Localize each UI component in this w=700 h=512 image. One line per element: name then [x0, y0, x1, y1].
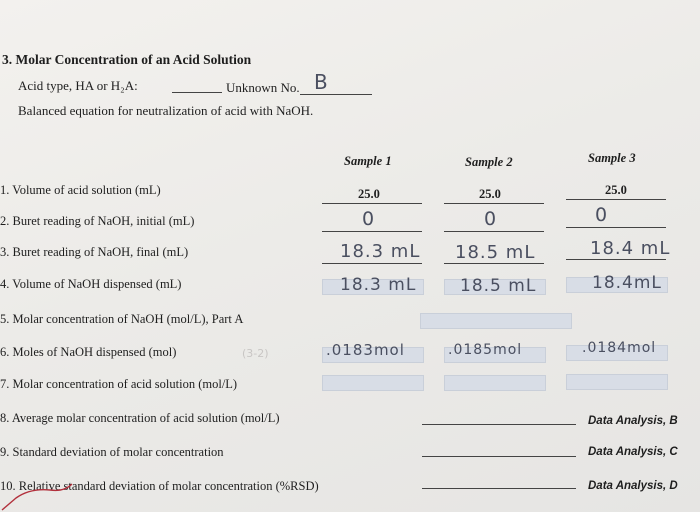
blank-line: [322, 203, 422, 204]
blank-line: [322, 263, 422, 264]
acid-molarity-field: [322, 375, 424, 391]
blank-line: [566, 227, 666, 228]
blank-line: [422, 488, 576, 489]
blank-line: [444, 203, 544, 204]
dispensed-sample-3: 18.4mL: [592, 273, 662, 293]
blank-line: [444, 263, 544, 264]
acid-type-blank: [172, 92, 222, 93]
row-label: 1. Volume of acid solution (mL): [0, 183, 161, 197]
blank-line: [444, 231, 544, 232]
initial-sample-3: 0: [595, 204, 609, 226]
row-label: 3. Buret reading of NaOH, final (mL): [0, 245, 189, 259]
blank-line: [566, 259, 666, 260]
acid-type-label: Acid type, HA or H₂A:: [18, 78, 138, 93]
blank-line: [322, 231, 422, 232]
column-header-sample-1: Sample 1: [344, 154, 392, 168]
row-label: 4. Volume of NaOH dispensed (mL): [0, 277, 182, 291]
row-label: 2. Buret reading of NaOH, initial (mL): [0, 214, 195, 228]
initial-sample-2: 0: [484, 208, 498, 230]
pen-mark: [0, 470, 90, 512]
volume-sample-1: 25.0: [358, 187, 380, 201]
column-header-sample-3: Sample 3: [588, 151, 636, 165]
blank-line: [422, 424, 576, 425]
row-label: 8. Average molar concentration of acid solution (mol/L): [0, 411, 280, 425]
row-label: 9. Standard deviation of molar concentration: [0, 445, 224, 459]
moles-sample-1: .0183mol: [326, 341, 405, 359]
section-title: 3. Molar Concentration of an Acid Solution: [2, 52, 252, 67]
row-label: 5. Molar concentration of NaOH (mol/L), Part A: [0, 312, 244, 326]
column-header-sample-2: Sample 2: [465, 155, 513, 169]
moles-sample-2: .0185mol: [448, 342, 523, 358]
dispensed-sample-2: 18.5 mL: [460, 276, 537, 296]
data-analysis-b: Data Analysis, B: [588, 415, 678, 427]
naoh-molarity-field: [420, 313, 572, 329]
row-label: 6. Moles of NaOH dispensed (mol): [0, 345, 177, 359]
final-sample-1: 18.3 mL: [340, 241, 421, 262]
unknown-value: B: [314, 70, 329, 94]
moles-sample-3: .0184mol: [582, 340, 657, 356]
blank-line: [566, 199, 666, 200]
final-sample-2: 18.5 mL: [455, 242, 536, 263]
row-label: 10. Relative standard deviation of molar concentration (%RSD): [0, 479, 319, 493]
blank-line: [422, 456, 576, 457]
faint-note: (3-2): [242, 347, 269, 360]
data-analysis-c: Data Analysis, C: [588, 446, 678, 458]
row-label: 7. Molar concentration of acid solution (mol/L): [0, 377, 238, 391]
unknown-blank: [300, 94, 372, 95]
data-analysis-d: Data Analysis, D: [588, 480, 678, 492]
dispensed-sample-1: 18.3 mL: [340, 275, 417, 295]
volume-sample-2: 25.0: [479, 187, 501, 201]
initial-sample-1: 0: [362, 208, 376, 230]
final-sample-3: 18.4 mL: [590, 238, 671, 259]
balanced-equation-label: Balanced equation for neutralization of acid with NaOH.: [18, 103, 314, 118]
acid-molarity-field: [566, 374, 668, 390]
unknown-label: Unknown No.: [226, 80, 300, 95]
volume-sample-3: 25.0: [605, 183, 627, 197]
acid-molarity-field: [444, 375, 546, 391]
